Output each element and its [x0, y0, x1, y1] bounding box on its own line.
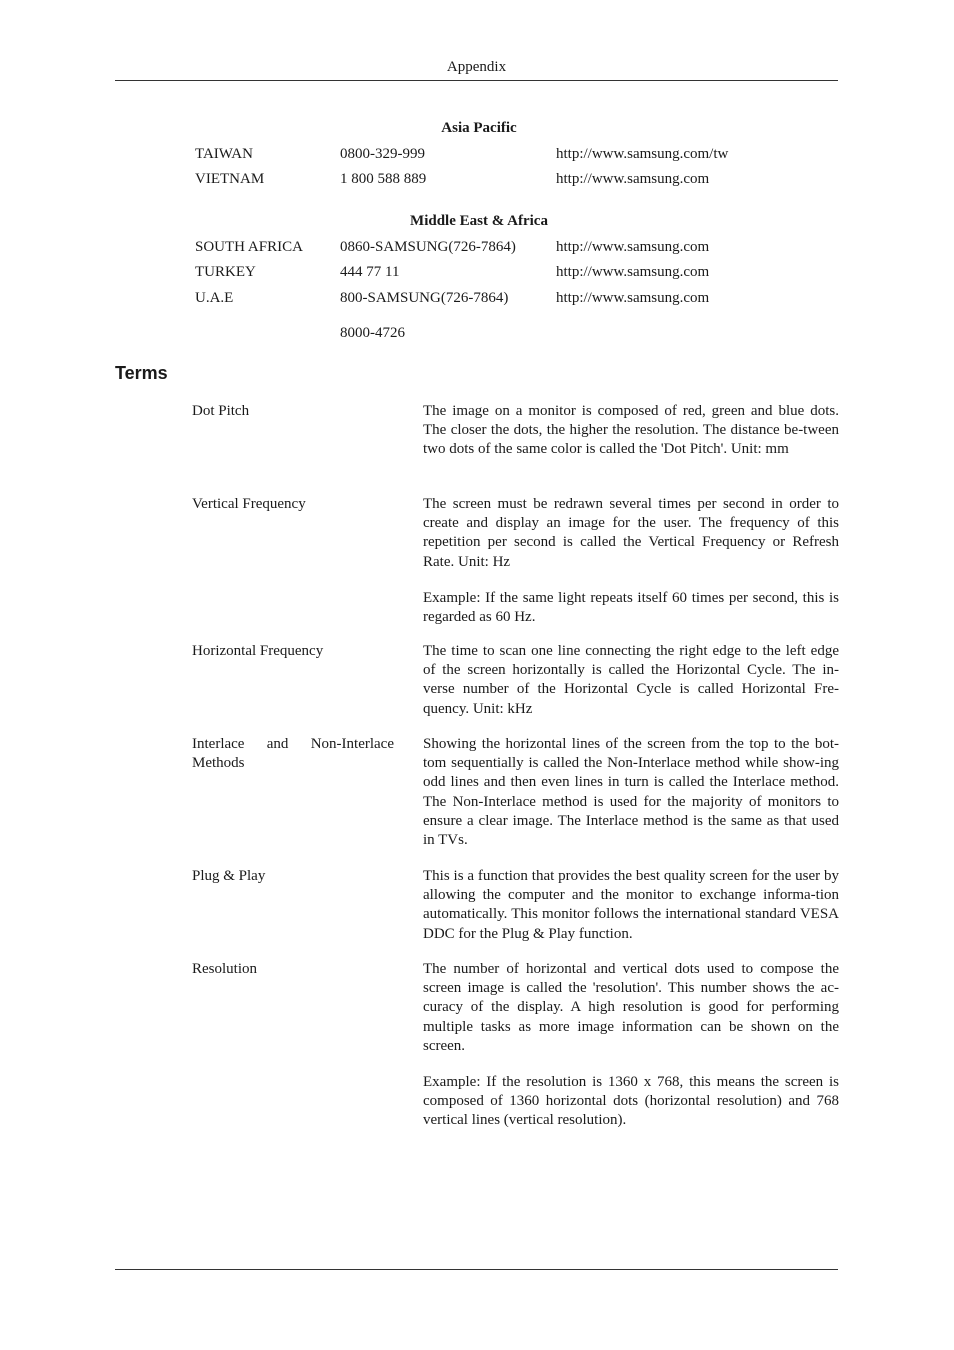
page-header: Appendix — [446, 59, 507, 75]
contact-country: SOUTH AFRICA — [195, 239, 303, 255]
contact-website: http://www.samsung.com — [556, 290, 710, 306]
term-paragraph: The image on a monitor is composed of red, green and blue dots. The closer the dots, the higher the resolution. The distance be-tween two dots of the same color is called the 'Dot Pitch'. Unit: mm — [423, 403, 839, 458]
contact-row-turkey — [195, 262, 795, 282]
contact-row-south-africa — [195, 237, 795, 257]
term-name: Horizontal Frequency — [192, 643, 324, 659]
section-title-terms: Terms — [115, 363, 168, 383]
term-name: Resolution — [192, 961, 258, 977]
contact-website: http://www.samsung.com — [556, 239, 710, 255]
contact-phone: 800-SAMSUNG(726-7864) — [340, 290, 509, 306]
contact-phone: 0860-SAMSUNG(726-7864) — [340, 239, 516, 255]
term-paragraph: The time to scan one line connecting the right edge to the left edge of the screen horizontally is called the Horizontal Cycle. The in-verse number of the Horizontal Cycle is called Horizontal Fre-quency. Unit: kHz — [423, 643, 839, 717]
contact-website: http://www.samsung.com — [556, 264, 710, 280]
term-definition — [423, 735, 839, 850]
contact-row-uae — [195, 288, 795, 308]
term-name: Interlace and Non-Interlace Methods — [192, 736, 394, 772]
term-paragraph: Example: If the resolution is 1360 x 768, this means the screen is composed of 1360 horizontal dots (horizontal resolution) and 768 vertical lines (vertical resolution). — [423, 1074, 839, 1129]
contact-country: U.A.E — [195, 290, 234, 306]
contact-extra-phone: 8000-4726 — [340, 325, 405, 341]
contact-country: TAIWAN — [195, 146, 253, 162]
term-paragraph: The number of horizontal and vertical dots used to compose the screen image is called the 'resolution'. This number shows the ac-curacy of the display. A high resolution is good for performing multiple tasks as more image information can be shown on the screen. — [423, 961, 839, 1054]
contact-phone: 1 800 588 889 — [340, 171, 427, 187]
term-paragraph: This is a function that provides the best quality screen for the user by allowing the computer and the monitor to exchange informa-tion automatically. This monitor follows the international standard VESA DDC for the Plug & Play function. — [423, 868, 839, 942]
contact-website: http://www.samsung.com — [556, 171, 710, 187]
term-definition — [423, 960, 839, 1131]
footer-rule — [115, 1269, 838, 1270]
contact-row-taiwan — [195, 144, 795, 164]
term-name: Dot Pitch — [192, 403, 250, 419]
term-name: Vertical Frequency — [192, 496, 306, 512]
term-paragraph: Showing the horizontal lines of the screen from the top to the bot-tom sequentially is called the Non-Interlace method while show-ing odd lines and then even lines in turn is called the Interlace method. The Non-Interlace method is used for the majority of monitors to ensure a clear image. The Interlace method is the same as that used in TVs. — [423, 736, 839, 849]
header-rule — [115, 80, 838, 81]
contact-website: http://www.samsung.com/tw — [556, 146, 729, 162]
contact-country: TURKEY — [195, 264, 256, 280]
contact-phone: 444 77 11 — [340, 264, 400, 280]
term-definition — [423, 642, 839, 719]
contact-phone: 0800-329-999 — [340, 146, 425, 162]
term-definition — [423, 495, 839, 627]
region-title-middle-east-africa: Middle East & Africa — [410, 213, 548, 229]
term-paragraph: Example: If the same light repeats itself 60 times per second, this is regarded as 60 Hz. — [423, 589, 839, 626]
contact-country: VIETNAM — [195, 171, 265, 187]
region-title-asia-pacific: Asia Pacific — [441, 120, 517, 136]
term-name: Plug & Play — [192, 868, 266, 884]
term-paragraph: The screen must be redrawn several times per second in order to create and display an image for the user. The frequency of this repetition per second is called the Vertical Frequency or Refresh Rate. Unit: Hz — [423, 496, 839, 570]
term-definition — [423, 867, 839, 944]
term-definition — [423, 402, 839, 460]
contact-row-vietnam — [195, 169, 795, 189]
